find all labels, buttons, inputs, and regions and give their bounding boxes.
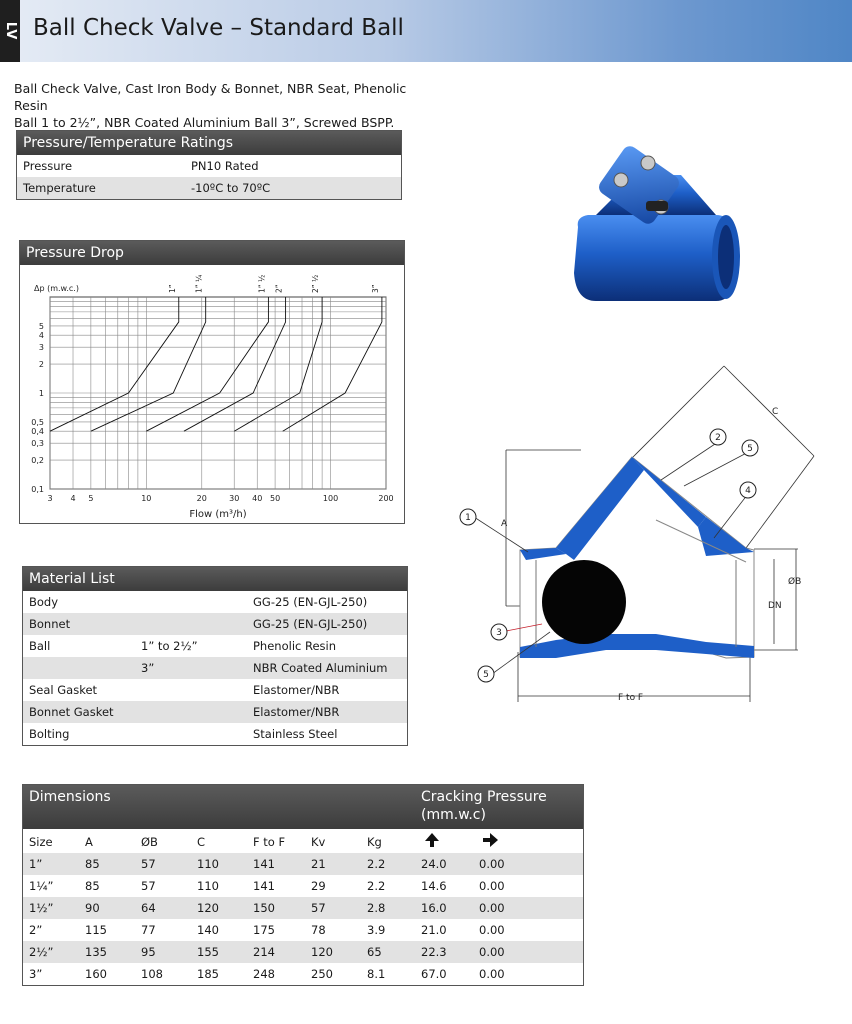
arrow-up-icon [423,832,441,848]
technical-drawing [456,362,828,712]
x-tick-label: 3 [47,494,53,503]
y-tick-label: 4 [38,331,44,341]
y-tick-label: 0,1 [31,485,44,494]
x-tick-label: 40 [252,494,263,503]
dimensions-row [23,897,583,919]
dimensions-row [23,941,583,963]
curve-label: 3” [370,284,380,293]
dimensions-cell: 95 [141,945,156,959]
description-line-1: Ball Check Valve, Cast Iron Body & Bonnet, NBR Seat, Phenolic Resin [14,81,407,113]
material-size: 1” to 2½” [141,639,198,653]
material-material: GG-25 (EN-GJL-250) [253,617,368,631]
x-tick-label: 10 [141,494,152,503]
ratings-label: Pressure [23,159,73,173]
col-header: C [197,835,206,849]
col-header: Kv [311,835,326,849]
dimensions-cell: 110 [197,879,219,893]
col-header: A [85,835,93,849]
curve-label: 1” [167,284,177,293]
material-row [23,723,407,745]
dimensions-cell: 214 [253,945,275,959]
dimensions-row [23,919,583,941]
dimensions-cell: 22.3 [421,945,447,959]
ratings-title: Pressure/Temperature Ratings [17,131,401,155]
valve-section [520,457,754,658]
callout-4: 4 [745,486,751,496]
material-row [23,657,407,679]
dimensions-cell: 0.00 [479,967,505,981]
dimensions-cell: 0.00 [479,923,505,937]
dimensions-column-headers [23,829,583,853]
dimensions-cell: 108 [141,967,163,981]
x-tick-label: 20 [196,494,207,503]
dimensions-cell: 175 [253,923,275,937]
chart-grid [50,297,386,489]
dimensions-cell: 64 [141,901,156,915]
dimensions-cell: 160 [85,967,107,981]
cracking-title: Cracking Pressure [421,789,547,805]
curve-label: 1” ¼ [194,274,204,293]
dim-label-dn: DN [768,601,782,611]
callout-5-bottom: 5 [483,670,489,680]
dimensions-cell: 3.9 [367,923,386,937]
dimensions-cell: 3” [29,967,43,981]
dim-label-b: ØB [788,577,802,587]
x-axis-label: Flow (m³/h) [189,509,247,520]
material-rows [23,591,407,745]
dimensions-cell: 78 [311,923,326,937]
curve-label: 1” ½ [257,274,267,293]
dimensions-cell: 21.0 [421,923,447,937]
dimensions-cell: 2.2 [367,879,386,893]
dimensions-row [23,963,583,985]
y-tick-label: 5 [38,321,44,331]
material-row [23,679,407,701]
dimensions-cell: 110 [197,857,219,871]
dimensions-cell: 150 [253,901,275,915]
valve-photo [566,145,746,315]
ratings-value: -10ºC to 70ºC [191,181,271,195]
y-tick-label: 0,2 [31,456,44,466]
ratings-table [16,130,402,200]
ratings-label: Temperature [23,181,96,195]
curve-label: 2” [274,284,284,293]
material-part: Bonnet Gasket [29,705,114,719]
dimensions-cell: 115 [85,923,107,937]
dim-label-ftof: F to F [618,693,644,703]
material-part: Bonnet [29,617,71,631]
dimensions-row [23,875,583,897]
callout-2: 2 [715,433,721,443]
dimensions-cell: 2” [29,923,43,937]
dimensions-cell: 57 [141,857,156,871]
x-tick-label: 5 [88,494,94,503]
x-tick-label: 50 [269,494,281,503]
y-tick-label: 2 [38,360,44,370]
col-header: F to F [253,835,286,849]
dimensions-cell: 0.00 [479,857,505,871]
dimensions-cell: 185 [197,967,219,981]
material-part: Bolting [29,727,70,741]
dimensions-cell: 1½” [29,901,54,915]
material-part: Seal Gasket [29,683,98,697]
page-title: Ball Check Valve – Standard Ball [33,15,404,41]
col-header: ØB [141,835,158,849]
y-tick-label: 3 [38,343,44,353]
product-description [14,80,414,131]
x-tick-label: 100 [322,494,339,503]
cracking-unit: (mm.w.c) [421,807,486,823]
pressure-drop-title: Pressure Drop [20,241,404,265]
y-tick-label: 0,4 [31,427,44,437]
description-line-2: Ball 1 to 2½”, NBR Coated Aluminium Ball 3”, Screwed BSPP. [14,115,395,130]
material-row [23,591,407,613]
dimensions-header [23,785,583,829]
col-header: Size [29,835,53,849]
y-axis-label: Δp (m.w.c.) [34,284,79,293]
dim-label-c: C [772,407,779,417]
pressure-drop-chart [20,265,404,523]
product-code-tab [0,0,20,62]
material-row [23,701,407,723]
y-tick-label: 0,5 [31,417,44,427]
dimensions-table [22,784,584,986]
curve-label: 2” ½ [311,274,321,293]
dimensions-cell: 120 [311,945,333,959]
x-tick-label: 4 [70,494,76,503]
callout-3: 3 [496,628,502,638]
material-material: Elastomer/NBR [253,705,340,719]
dimensions-cell: 141 [253,857,275,871]
dimensions-cell: 24.0 [421,857,447,871]
material-part: Body [29,595,59,609]
dimensions-cell: 2½” [29,945,54,959]
callout-5-top: 5 [747,444,753,454]
pressure-drop-panel [19,240,405,524]
ratings-row [17,155,401,177]
callout-1: 1 [465,513,471,523]
dimensions-cell: 67.0 [421,967,447,981]
material-material: Phenolic Resin [253,639,337,653]
dimensions-cell: 155 [197,945,219,959]
dimensions-cell: 8.1 [367,967,386,981]
dimensions-row [23,853,583,875]
dimensions-cell: 29 [311,879,326,893]
dimensions-cell: 77 [141,923,156,937]
material-material: NBR Coated Aluminium [253,661,388,675]
dimensions-cell: 85 [85,857,100,871]
dimensions-cell: 248 [253,967,275,981]
y-tick-label: 1 [38,389,44,398]
dimensions-cell: 16.0 [421,901,447,915]
dimensions-cell: 21 [311,857,326,871]
dimensions-cell: 14.6 [421,879,447,893]
material-material: Elastomer/NBR [253,683,340,697]
dimensions-cell: 65 [367,945,382,959]
ratings-row [17,177,401,199]
x-tick-label: 200 [378,494,394,503]
material-material: Stainless Steel [253,727,338,741]
ratings-value: PN10 Rated [191,159,259,173]
dimensions-cell: 57 [141,879,156,893]
dimensions-cell: 0.00 [479,945,505,959]
dimensions-cell: 0.00 [479,879,505,893]
dimensions-cell: 85 [85,879,100,893]
x-tick-label: 30 [229,494,240,503]
dimensions-cell: 141 [253,879,275,893]
dimensions-cell: 120 [197,901,219,915]
arrow-right-icon [481,832,499,848]
material-size: 3” [141,661,155,675]
dimensions-cell: 1¼” [29,879,54,893]
material-material: GG-25 (EN-GJL-250) [253,595,368,609]
dimensions-cell: 2.8 [367,901,386,915]
product-code: LV [3,21,18,41]
dimensions-cell: 57 [311,901,326,915]
material-part: Ball [29,639,51,653]
material-table [22,566,408,746]
material-row [23,635,407,657]
material-title: Material List [23,567,407,591]
dimensions-cell: 1” [29,857,43,871]
col-header: Kg [367,835,382,849]
dimensions-cell: 0.00 [479,901,505,915]
dimensions-rows [23,853,583,985]
y-tick-label: 0,3 [31,439,44,449]
material-row [23,613,407,635]
dimensions-cell: 250 [311,967,333,981]
dimensions-cell: 140 [197,923,219,937]
dim-label-a: A [501,519,508,529]
dimensions-title: Dimensions [29,789,111,805]
dimensions-cell: 90 [85,901,100,915]
dimensions-cell: 135 [85,945,107,959]
dimensions-cell: 2.2 [367,857,386,871]
